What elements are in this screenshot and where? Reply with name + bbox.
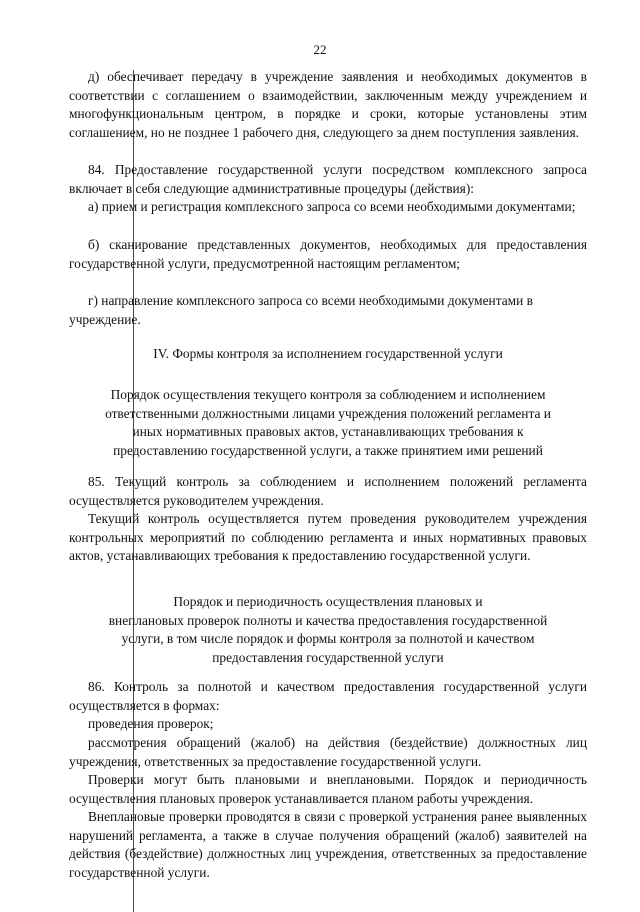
subheading-current-control [72, 386, 584, 460]
subheading-line: внеплановых проверок полноты и качества предоставления государственной [108, 612, 548, 628]
paragraph-planned-checks: Проверки могут быть плановыми и внеплановыми. Порядок и периодичность осуществления плановых проверок устанавливается планом работы учреждения. [69, 772, 587, 806]
paragraph-84: 84. Предоставление государственной услуги посредством комплексного запроса включает в себя следующие административные процедуры (действия): [69, 162, 587, 196]
paragraph-84-b: б) сканирование представленных документов, необходимых для предоставления государственной услуги, предусмотренной настоящим регламентом; [69, 237, 587, 271]
subheading-line: Порядок осуществления текущего контроля за соблюдением и исполнением [110, 387, 546, 402]
paragraph-84-a: а) прием и регистрация комплексного запроса со всеми необходимыми документами; [88, 199, 576, 214]
subheading-line: ответственными должностными лицами учреждения положений регламента и [105, 405, 551, 421]
subheading-line: услуги, в том числе порядок и формы контроля за полнотой и качеством [121, 631, 535, 647]
paragraph-86: 86. Контроль за полнотой и качеством предоставления государственной услуги осуществляется в формах: [69, 679, 587, 713]
paragraph-86-checks: проведения проверок; [88, 716, 214, 731]
subheading-line: иных нормативных правовых актов, устанавливающих требования к [132, 424, 524, 440]
paragraph-d-mfc-transfer: д) обеспечивает передачу в учреждение заявления и необходимых документов в соответствии с соглашением о взаимодействии, заключенным между учреждением и многофункциональным центром, в порядке и сроки, которые установлены этим соглашением, но не позднее 1 рабочего дня, следующего за днем поступления заявления. [69, 69, 587, 140]
paragraph-85: 85. Текущий контроль за соблюдением и исполнением положений регламента осуществляется руководителем учреждения. [69, 474, 587, 508]
subheading-scheduled-checks [72, 593, 584, 667]
paragraph-unplanned-checks: Внеплановые проверки проводятся в связи с проверкой устранения ранее выявленных нарушений регламента, а также в случае получения обращений (жалоб) заявителей на действия (бездействие) должностных лиц учреждения, ответственных за предоставление государственной услуги. [69, 809, 587, 880]
section-heading-iv: IV. Формы контроля за исполнением государственной услуги [153, 346, 503, 361]
paragraph-current-control: Текущий контроль осуществляется путем проведения руководителем учреждения контрольных мероприятий по соблюдению регламента и иных нормативных правовых актов, устанавливающих требования к предоставлению государственной услуги. [69, 511, 587, 564]
paragraph-86-complaints: рассмотрения обращений (жалоб) на действия (бездействие) должностных лиц учреждения, ответственных за предоставление государственной услуги. [69, 735, 587, 769]
subheading-line: Порядок и периодичность осуществления плановых и [173, 594, 483, 609]
page-number: 22 [313, 42, 327, 57]
subheading-line: предоставления государственной услуги [212, 649, 444, 665]
subheading-line: предоставлению государственной услуги, а также принятием ими решений [113, 442, 543, 458]
paragraph-84-g: г) направление комплексного запроса со всеми необходимыми документами в учреждение. [69, 293, 533, 327]
